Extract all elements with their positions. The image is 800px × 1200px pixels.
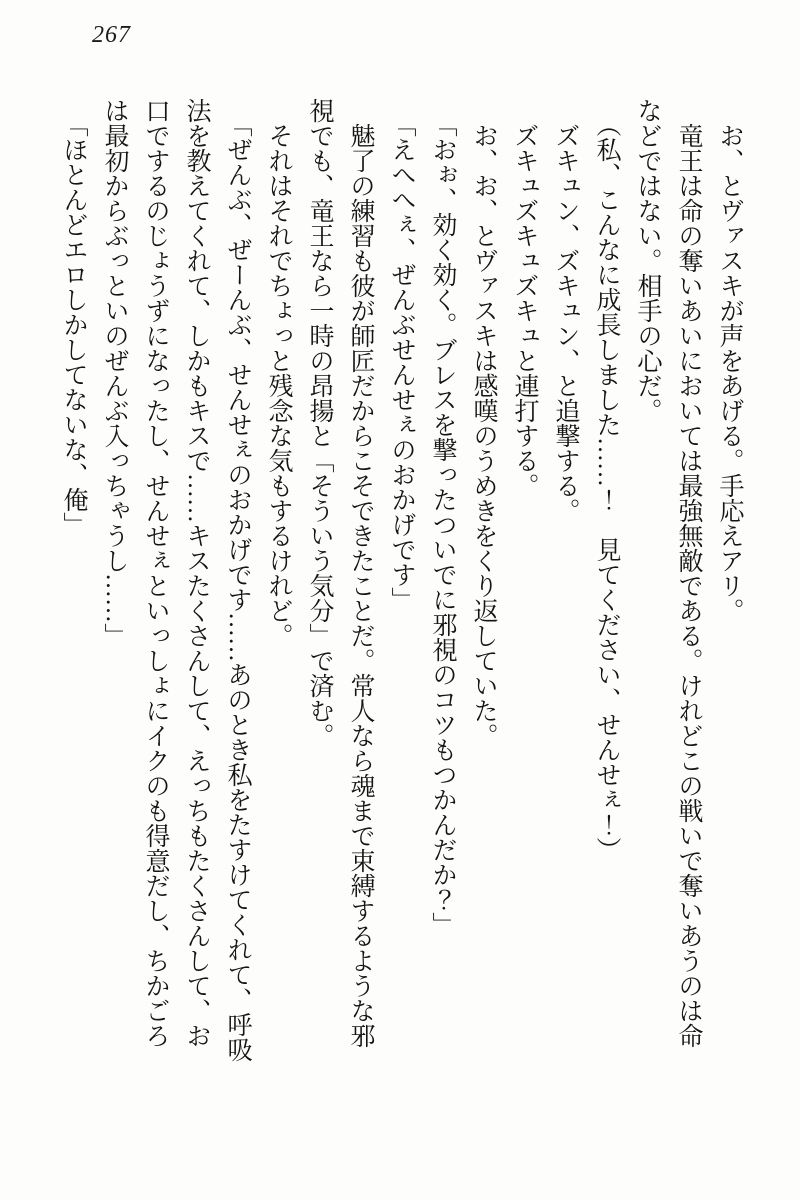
paragraph: 魅了の練習も彼が師匠だからこそできたことだ。常人なら魂まで束縛するような邪視でも、竜王なら一時の昂揚と「そういう気分」で済む。 (306, 98, 374, 1048)
paragraph: それはそれでちょっと残念な気もするけれど。 (265, 123, 292, 648)
paragraph: 「おぉ、効く効く。ブレスを撃ったついでに邪視のコツもつかんだか？」 (429, 111, 456, 937)
paragraph: （私、こんなに成長しました……！ 見てください、せんせぇ！） (593, 111, 620, 862)
paragraph: お、とヴァスキが声をあげる。手応えアリ。 (716, 123, 743, 623)
paragraph: 竜王は命の奪いあいにおいては最強無敵である。けれどこの戦いで奪いあうのは命などではない。相手の心だ。 (634, 98, 702, 1048)
page-number: 267 (92, 22, 131, 48)
paragraph: ズキュズキュズキュと連打する。 (511, 123, 538, 498)
page-text (44, 98, 750, 1064)
paragraph: 「ほとんどエロしかしてないな、俺」 (60, 111, 87, 537)
paragraph: お、お、とヴァスキは感嘆のうめきをくり返していた。 (470, 123, 497, 748)
paragraph: ズキュン、ズキュン、と追撃する。 (552, 123, 579, 523)
paragraph: 「えへへぇ、ぜんぶせんせぇのおかげです」 (388, 111, 415, 612)
paragraph: 「ぜんぶ、ぜーんぶ、せんせぇのおかげです……あのとき私をたすけてくれて、呼吸法を教えてくれて、しかもキスで……キスたくさんして、えっちもたくさんして、お口でするのじょうずになったし、せんせぇといっしょにイクのも得意だし、ちかごろは最初からぶっといのぜんぶ入っちゃうし……」 (101, 98, 251, 1062)
